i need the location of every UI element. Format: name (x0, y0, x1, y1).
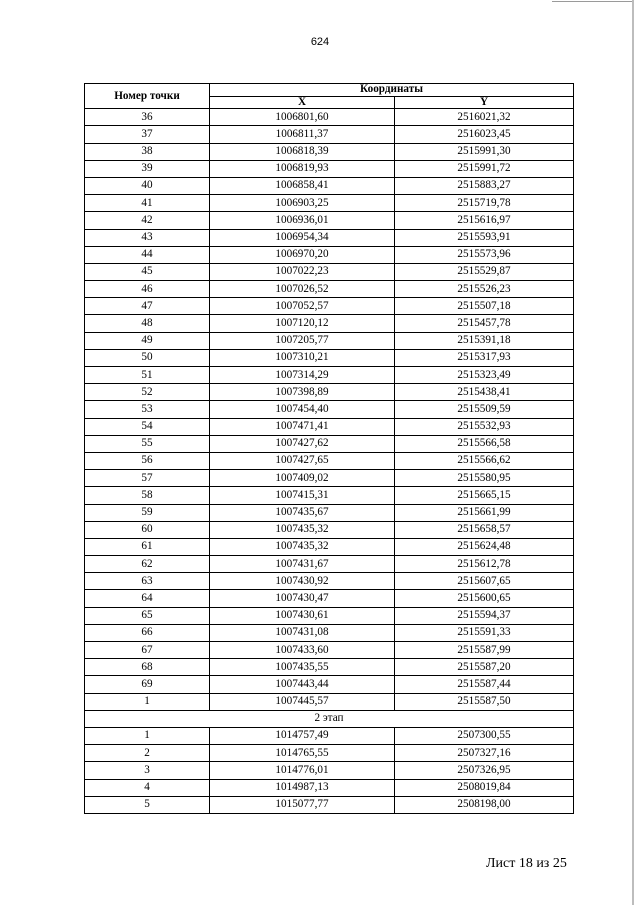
table-row (85, 332, 574, 349)
x-coordinate-cell: 1014765,55 (210, 745, 395, 762)
table-row (85, 160, 574, 177)
x-coordinate-cell: 1007427,62 (210, 435, 395, 452)
point-number-cell: 63 (85, 573, 210, 590)
y-coordinate-cell: 2515587,99 (395, 642, 574, 659)
point-number-cell: 43 (85, 229, 210, 246)
point-number-cell: 52 (85, 384, 210, 401)
point-number-cell: 50 (85, 349, 210, 366)
point-number-cell: 53 (85, 401, 210, 418)
y-coordinate-cell: 2515438,41 (395, 384, 574, 401)
x-coordinate-cell: 1007435,55 (210, 659, 395, 676)
y-coordinate-cell: 2515991,72 (395, 160, 574, 177)
x-coordinate-cell: 1007026,52 (210, 281, 395, 298)
x-coordinate-cell: 1007409,02 (210, 470, 395, 487)
table-row (85, 607, 574, 624)
point-number-cell: 64 (85, 590, 210, 607)
point-number-cell: 47 (85, 298, 210, 315)
table-row (85, 573, 574, 590)
table-row (85, 624, 574, 641)
y-coordinate-cell: 2515658,57 (395, 521, 574, 538)
x-coordinate-cell: 1015077,77 (210, 796, 395, 813)
x-coordinate-cell: 1007430,47 (210, 590, 395, 607)
table-row (85, 470, 574, 487)
x-coordinate-cell: 1006819,93 (210, 160, 395, 177)
x-coordinate-cell: 1014987,13 (210, 779, 395, 796)
x-coordinate-cell: 1007435,67 (210, 504, 395, 521)
y-coordinate-cell: 2515991,30 (395, 143, 574, 160)
y-coordinate-cell: 2515616,97 (395, 212, 574, 229)
x-coordinate-cell: 1006903,25 (210, 195, 395, 212)
point-number-cell: 1 (85, 693, 210, 710)
y-coordinate-cell: 2515600,65 (395, 590, 574, 607)
y-coordinate-cell: 2515580,95 (395, 470, 574, 487)
table-row (85, 693, 574, 710)
y-coordinate-cell: 2515607,65 (395, 573, 574, 590)
y-coordinate-cell: 2515587,20 (395, 659, 574, 676)
y-coordinate-cell: 2515594,37 (395, 607, 574, 624)
point-number-cell: 3 (85, 762, 210, 779)
table-row (85, 452, 574, 469)
table-row (85, 745, 574, 762)
x-coordinate-cell: 1007022,23 (210, 263, 395, 280)
y-coordinate-cell: 2516023,45 (395, 126, 574, 143)
point-number-cell: 56 (85, 452, 210, 469)
table-row (85, 796, 574, 813)
coordinates-table (84, 83, 574, 814)
table-row (85, 349, 574, 366)
x-coordinate-cell: 1014757,49 (210, 727, 395, 744)
x-coordinate-cell: 1006954,34 (210, 229, 395, 246)
table-row (85, 109, 574, 126)
y-coordinate-cell: 2515566,62 (395, 452, 574, 469)
point-number-cell: 36 (85, 109, 210, 126)
y-coordinate-cell: 2515624,48 (395, 538, 574, 555)
page-number: 624 (310, 36, 330, 48)
point-number-cell: 42 (85, 212, 210, 229)
point-number-cell: 57 (85, 470, 210, 487)
x-coordinate-cell: 1007398,89 (210, 384, 395, 401)
table-row (85, 590, 574, 607)
x-coordinate-cell: 1007120,12 (210, 315, 395, 332)
point-number-cell: 60 (85, 521, 210, 538)
table-body-stage2 (85, 727, 574, 813)
y-coordinate-cell: 2515532,93 (395, 418, 574, 435)
point-number-cell: 2 (85, 745, 210, 762)
table-row (85, 229, 574, 246)
x-coordinate-cell: 1006818,39 (210, 143, 395, 160)
table-row (85, 212, 574, 229)
y-coordinate-cell: 2515391,18 (395, 332, 574, 349)
table-row (85, 418, 574, 435)
y-coordinate-cell: 2508198,00 (395, 796, 574, 813)
y-coordinate-cell: 2515526,23 (395, 281, 574, 298)
y-coordinate-cell: 2515507,18 (395, 298, 574, 315)
point-number-cell: 5 (85, 796, 210, 813)
point-number-cell: 62 (85, 556, 210, 573)
point-number-cell: 59 (85, 504, 210, 521)
point-number-cell: 66 (85, 624, 210, 641)
x-coordinate-cell: 1006858,41 (210, 177, 395, 194)
point-number-cell: 65 (85, 607, 210, 624)
y-coordinate-cell: 2515591,33 (395, 624, 574, 641)
point-number-cell: 69 (85, 676, 210, 693)
table-row (85, 762, 574, 779)
point-number-cell: 1 (85, 727, 210, 744)
table-row (85, 126, 574, 143)
table-row (85, 367, 574, 384)
point-number-cell: 44 (85, 246, 210, 263)
x-coordinate-cell: 1007454,40 (210, 401, 395, 418)
y-coordinate-cell: 2515719,78 (395, 195, 574, 212)
point-number-cell: 67 (85, 642, 210, 659)
point-number-cell: 40 (85, 177, 210, 194)
x-coordinate-cell: 1007435,32 (210, 538, 395, 555)
y-coordinate-cell: 2515665,15 (395, 487, 574, 504)
x-coordinate-cell: 1006811,37 (210, 126, 395, 143)
y-coordinate-cell: 2515529,87 (395, 263, 574, 280)
x-coordinate-cell: 1007445,57 (210, 693, 395, 710)
header-x: X (210, 97, 395, 109)
table-row (85, 195, 574, 212)
y-coordinate-cell: 2508019,84 (395, 779, 574, 796)
point-number-cell: 51 (85, 367, 210, 384)
point-number-cell: 48 (85, 315, 210, 332)
point-number-cell: 58 (85, 487, 210, 504)
y-coordinate-cell: 2515457,78 (395, 315, 574, 332)
x-coordinate-cell: 1007471,41 (210, 418, 395, 435)
y-coordinate-cell: 2515883,27 (395, 177, 574, 194)
point-number-cell: 4 (85, 779, 210, 796)
table-row (85, 556, 574, 573)
x-coordinate-cell: 1006970,20 (210, 246, 395, 263)
table-row (85, 281, 574, 298)
table-row (85, 315, 574, 332)
header-coordinates: Координаты (210, 84, 574, 97)
table-row (85, 263, 574, 280)
y-coordinate-cell: 2515661,99 (395, 504, 574, 521)
point-number-cell: 54 (85, 418, 210, 435)
x-coordinate-cell: 1007314,29 (210, 367, 395, 384)
table-row (85, 538, 574, 555)
point-number-cell: 45 (85, 263, 210, 280)
point-number-cell: 55 (85, 435, 210, 452)
x-coordinate-cell: 1007430,61 (210, 607, 395, 624)
table-row (85, 504, 574, 521)
y-coordinate-cell: 2507300,55 (395, 727, 574, 744)
y-coordinate-cell: 2516021,32 (395, 109, 574, 126)
table-row (85, 143, 574, 160)
table-row (85, 246, 574, 263)
x-coordinate-cell: 1007052,57 (210, 298, 395, 315)
table-row (85, 298, 574, 315)
x-coordinate-cell: 1007435,32 (210, 521, 395, 538)
point-number-cell: 68 (85, 659, 210, 676)
x-coordinate-cell: 1007431,67 (210, 556, 395, 573)
y-coordinate-cell: 2515566,58 (395, 435, 574, 452)
table-row (85, 676, 574, 693)
y-coordinate-cell: 2515509,59 (395, 401, 574, 418)
x-coordinate-cell: 1007427,65 (210, 452, 395, 469)
y-coordinate-cell: 2515323,49 (395, 367, 574, 384)
x-coordinate-cell: 1007433,60 (210, 642, 395, 659)
scan-edge (632, 0, 634, 905)
table-row (85, 521, 574, 538)
x-coordinate-cell: 1006936,01 (210, 212, 395, 229)
table-row (85, 727, 574, 744)
point-number-cell: 46 (85, 281, 210, 298)
table-row (85, 779, 574, 796)
x-coordinate-cell: 1007415,31 (210, 487, 395, 504)
x-coordinate-cell: 1014776,01 (210, 762, 395, 779)
table-row (85, 659, 574, 676)
x-coordinate-cell: 1006801,60 (210, 109, 395, 126)
point-number-cell: 61 (85, 538, 210, 555)
table-row (85, 384, 574, 401)
x-coordinate-cell: 1007443,44 (210, 676, 395, 693)
x-coordinate-cell: 1007431,08 (210, 624, 395, 641)
stage-row (85, 710, 574, 727)
x-coordinate-cell: 1007310,21 (210, 349, 395, 366)
header-point-number: Номер точки (85, 84, 210, 109)
point-number-cell: 49 (85, 332, 210, 349)
scan-edge-top (552, 1, 632, 2)
sheet-label: Лист 18 из 25 (486, 856, 567, 871)
x-coordinate-cell: 1007430,92 (210, 573, 395, 590)
header-y: Y (395, 97, 574, 109)
y-coordinate-cell: 2507327,16 (395, 745, 574, 762)
table-row (85, 435, 574, 452)
y-coordinate-cell: 2515593,91 (395, 229, 574, 246)
point-number-cell: 41 (85, 195, 210, 212)
y-coordinate-cell: 2507326,95 (395, 762, 574, 779)
y-coordinate-cell: 2515587,50 (395, 693, 574, 710)
table-row (85, 487, 574, 504)
point-number-cell: 38 (85, 143, 210, 160)
x-coordinate-cell: 1007205,77 (210, 332, 395, 349)
stage-label: 2 этап (85, 710, 574, 727)
y-coordinate-cell: 2515612,78 (395, 556, 574, 573)
y-coordinate-cell: 2515573,96 (395, 246, 574, 263)
y-coordinate-cell: 2515317,93 (395, 349, 574, 366)
table-row (85, 401, 574, 418)
table-row (85, 642, 574, 659)
table-body-stage1 (85, 109, 574, 711)
y-coordinate-cell: 2515587,44 (395, 676, 574, 693)
point-number-cell: 37 (85, 126, 210, 143)
point-number-cell: 39 (85, 160, 210, 177)
table-row (85, 177, 574, 194)
